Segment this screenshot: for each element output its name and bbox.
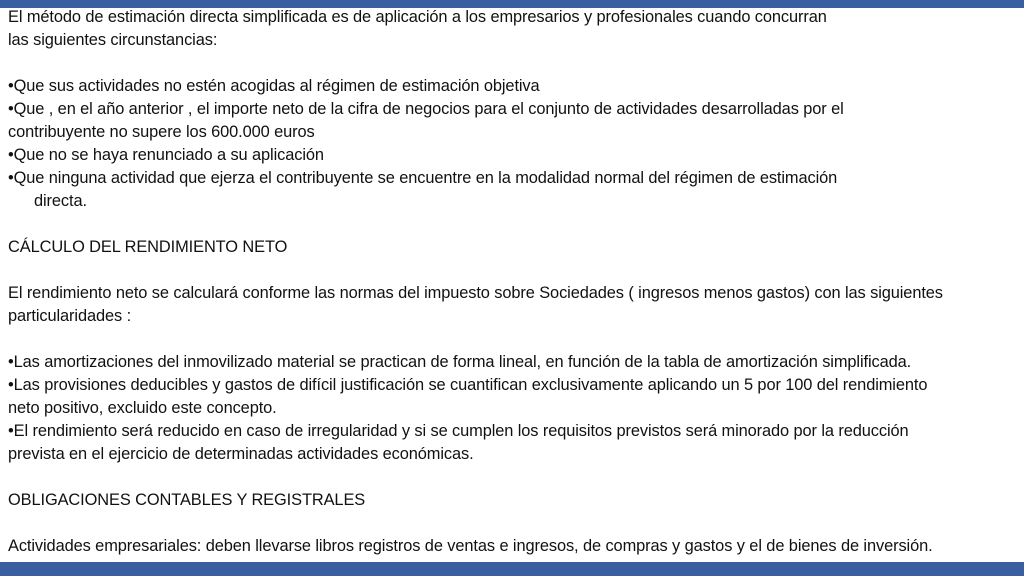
calculo-heading: CÁLCULO DEL RENDIMIENTO NETO <box>8 238 288 256</box>
condition-item-4-line-1: •Que ninguna actividad que ejerza el contribuyente se encuentre en la modalidad normal del régimen de estimación <box>8 169 838 187</box>
spacer <box>8 466 1020 489</box>
calculo-item-3-line-2: prevista en el ejercicio de determinadas actividades económicas. <box>8 445 474 463</box>
condition-item-2-line-2: contribuyente no supere los 600.000 euros <box>8 123 315 141</box>
spacer <box>8 512 1020 535</box>
calculo-item-2-line-2: neto positivo, excluido este concepto. <box>8 399 277 417</box>
slide-content <box>8 6 1020 558</box>
intro-line-1: El método de estimación directa simplificada es de aplicación a los empresarios y profesionales cuando concurran <box>8 8 827 26</box>
spacer <box>8 259 1020 282</box>
calculo-item-2-line-1: •Las provisiones deducibles y gastos de difícil justificación se cuantifican exclusivamente aplicando un 5 por 100 del rendimiento <box>8 376 928 394</box>
calculo-item-3-line-1: •El rendimiento será reducido en caso de irregularidad y si se cumplen los requisitos previstos será minorado por la reducción <box>8 422 909 440</box>
spacer <box>8 52 1020 75</box>
intro-line-2: las siguientes circunstancias: <box>8 31 218 49</box>
condition-item-2-line-1: •Que , en el año anterior , el importe neto de la cifra de negocios para el conjunto de actividades desarrolladas por el <box>8 100 844 118</box>
spacer <box>8 328 1020 351</box>
calculo-item-1: •Las amortizaciones del inmovilizado material se practican de forma lineal, en función de la tabla de amortización simplificada. <box>8 353 912 371</box>
calculo-intro-line-2: particularidades : <box>8 307 132 325</box>
obligaciones-heading: OBLIGACIONES CONTABLES Y REGISTRALES <box>8 491 366 509</box>
bottom-accent-bar <box>0 562 1024 576</box>
condition-item-3: •Que no se haya renunciado a su aplicación <box>8 146 324 164</box>
calculo-intro-line-1: El rendimiento neto se calculará conforme las normas del impuesto sobre Sociedades ( ingresos menos gastos) con las siguientes <box>8 284 943 302</box>
spacer <box>8 213 1020 236</box>
obligaciones-line-1: Actividades empresariales: deben llevarse libros registros de ventas e ingresos, de compras y gastos y el de bienes de inversión. <box>8 537 933 555</box>
condition-item-1: •Que sus actividades no estén acogidas al régimen de estimación objetiva <box>8 77 540 95</box>
condition-item-4-line-2: directa. <box>34 192 87 210</box>
